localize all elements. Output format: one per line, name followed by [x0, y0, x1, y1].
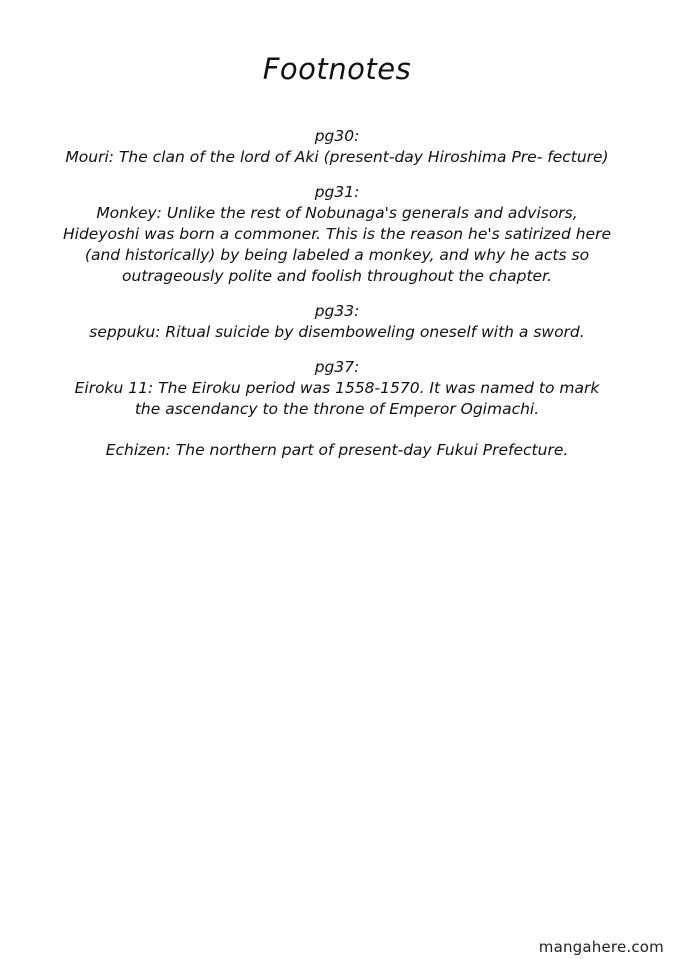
site-watermark: mangahere.com [538, 938, 664, 956]
footnote-entry: Monkey: Unlike the rest of Nobunaga's generals and advisors, Hideyoshi was born a commoner. This is the reason he's satirized here (and historically) by being labeled a monkey, and why he acts so outrageously polite and foolish throughout the chapter. [63, 204, 611, 285]
page-label: pg30: [314, 127, 360, 145]
page-title: Footnotes [262, 52, 412, 86]
footnote-entry: Mouri: The clan of the lord of Aki (present-day Hiroshima Pre- fecture) [65, 148, 609, 166]
footnote-section-pg31 [60, 182, 614, 287]
footnote-section-pg33 [60, 301, 614, 343]
page-label: pg33: [314, 302, 360, 320]
footnote-section-pg37 [60, 357, 614, 461]
page-label: pg37: [314, 358, 360, 376]
footnote-entry: seppuku: Ritual suicide by disemboweling oneself with a sword. [89, 323, 585, 341]
footnote-entry: Echizen: The northern part of present-day Fukui Prefecture. [105, 441, 569, 459]
footnotes-list [60, 126, 614, 475]
footnote-section-pg30 [60, 126, 614, 168]
page-label: pg31: [314, 183, 360, 201]
footnote-entry: Eiroku 11: The Eiroku period was 1558-1570. It was named to mark the ascendancy to the throne of Emperor Ogimachi. [74, 379, 600, 418]
